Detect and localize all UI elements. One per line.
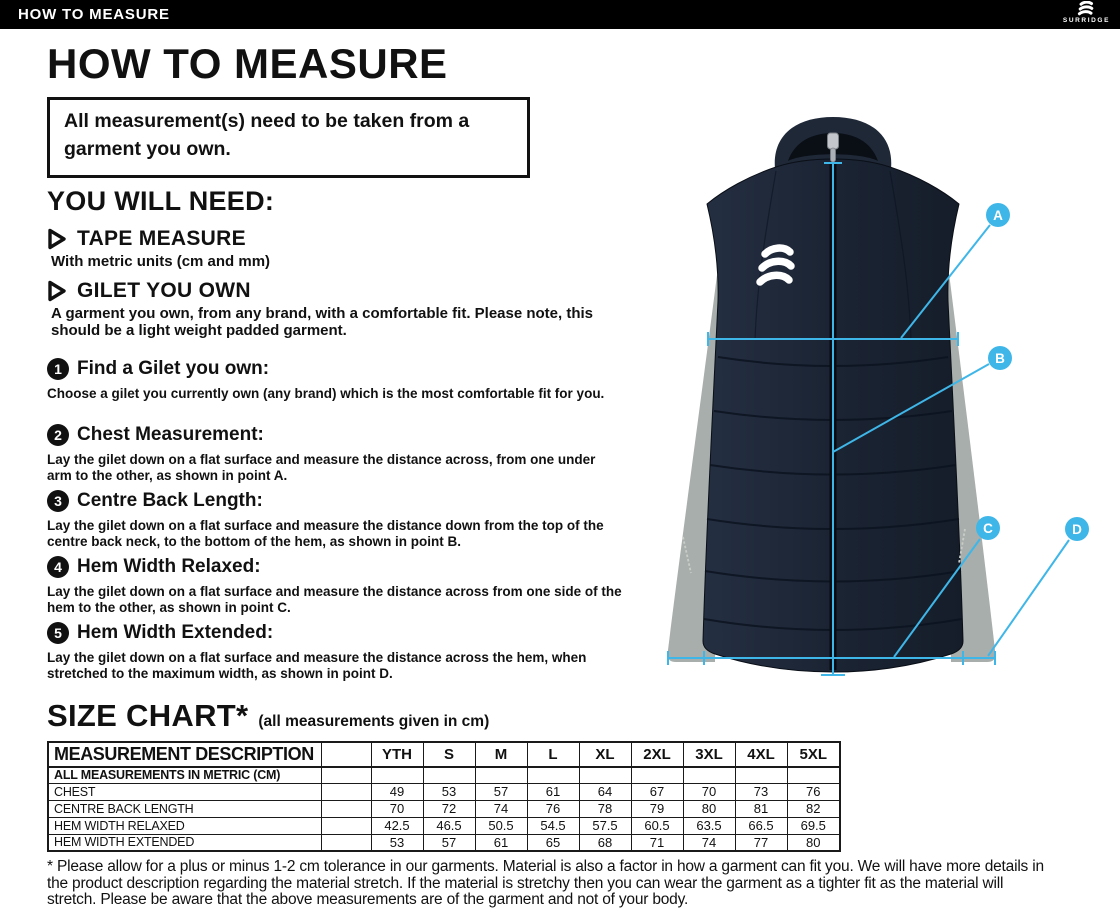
row-label: CHEST xyxy=(48,783,321,800)
step-3 xyxy=(47,490,622,550)
step-5 xyxy=(47,622,622,682)
step-description: Choose a gilet you currently own (any brand) which is the most comfortable fit for you. xyxy=(47,386,605,401)
row-label: CENTRE BACK LENGTH xyxy=(48,800,321,817)
step-title: Hem Width Extended: xyxy=(77,622,274,643)
cell-value: 68 xyxy=(579,834,631,851)
cell-value: 57 xyxy=(423,834,475,851)
you-will-need-heading: YOU WILL NEED: xyxy=(47,186,275,216)
size-chart-title: SIZE CHART* xyxy=(47,698,249,733)
size-chart-heading-row xyxy=(47,698,489,734)
cell-value: 54.5 xyxy=(527,817,579,834)
cell-value: 66.5 xyxy=(735,817,787,834)
step-title: Centre Back Length: xyxy=(77,490,263,511)
cell-value: 73 xyxy=(735,783,787,800)
table-row xyxy=(48,834,840,851)
cell-value: 67 xyxy=(631,783,683,800)
need-item-tape-measure xyxy=(47,227,622,271)
cell-value: 72 xyxy=(423,800,475,817)
cell-value: 64 xyxy=(579,783,631,800)
cell-value: 50.5 xyxy=(475,817,527,834)
need-item-title: GILET YOU OWN xyxy=(77,279,251,302)
cell-value: 69.5 xyxy=(787,817,840,834)
triangle-bullet-icon xyxy=(47,228,67,250)
svg-text:A: A xyxy=(993,208,1003,223)
cell-value: 78 xyxy=(579,800,631,817)
column-header: 3XL xyxy=(683,742,735,767)
column-header: MEASUREMENT DESCRIPTION xyxy=(48,742,321,767)
cell-value: 70 xyxy=(683,783,735,800)
cell-value: 61 xyxy=(475,834,527,851)
cell-value: 49 xyxy=(371,783,423,800)
column-header xyxy=(321,742,371,767)
cell-value: 65 xyxy=(527,834,579,851)
cell-value: 42.5 xyxy=(371,817,423,834)
step-number-badge: 4 xyxy=(47,556,69,578)
step-4 xyxy=(47,556,622,616)
need-item-description: With metric units (cm and mm) xyxy=(51,253,271,270)
need-item-description: A garment you own, from any brand, with a comfortable fit. Please note, this should be a light weight padded garment. xyxy=(51,305,594,339)
zip-pull-icon xyxy=(828,133,839,149)
cell-value: 61 xyxy=(527,783,579,800)
column-header: 5XL xyxy=(787,742,840,767)
cell-value: 46.5 xyxy=(423,817,475,834)
need-item-title: TAPE MEASURE xyxy=(77,227,246,250)
cell-value: 60.5 xyxy=(631,817,683,834)
cell-value: 70 xyxy=(371,800,423,817)
metric-note: ALL MEASUREMENTS IN METRIC (CM) xyxy=(48,767,321,783)
table-row xyxy=(48,817,840,834)
column-header: L xyxy=(527,742,579,767)
svg-text:B: B xyxy=(995,351,1005,366)
cell-value: 74 xyxy=(475,800,527,817)
surridge-logo xyxy=(1063,1,1110,25)
surridge-s-icon xyxy=(1074,1,1098,17)
table-row xyxy=(48,800,840,817)
callout-d xyxy=(1065,517,1089,541)
triangle-bullet-icon xyxy=(47,280,67,302)
table-metric-row xyxy=(48,767,840,783)
size-chart-table xyxy=(47,741,841,852)
surridge-wordmark: SURRIDGE xyxy=(1062,17,1110,24)
step-description: Lay the gilet down on a flat surface and measure the distance down from the top of the centre back neck, to the bottom of the hem, as shown in point B. xyxy=(47,518,604,549)
cell-value: 81 xyxy=(735,800,787,817)
step-description: Lay the gilet down on a flat surface and measure the distance across from one side of the hem to the other, as shown in point C. xyxy=(47,584,622,615)
cell-value: 53 xyxy=(371,834,423,851)
cell-value: 79 xyxy=(631,800,683,817)
column-header: M xyxy=(475,742,527,767)
column-header: 4XL xyxy=(735,742,787,767)
cell-value: 76 xyxy=(527,800,579,817)
cell-value: 53 xyxy=(423,783,475,800)
size-chart-footnote: * Please allow for a plus or minus 1-2 cm tolerance in our garments. Material is also a factor in how a garment can fit you. We will have more details in the product description regarding the material stretch. If the material is stretchy then you can wear the garment as a tighter fit as the material will stretch. Please be aware that the above measurements are of the garment and not of your body. xyxy=(47,858,1044,909)
need-item-gilet xyxy=(47,279,622,340)
step-description: Lay the gilet down on a flat surface and measure the distance across the hem, when stretched to the maximum width, as shown in point D. xyxy=(47,650,587,681)
column-header: XL xyxy=(579,742,631,767)
step-number-badge: 2 xyxy=(47,424,69,446)
cell-value: 74 xyxy=(683,834,735,851)
callout-a xyxy=(986,203,1010,227)
step-number-badge: 1 xyxy=(47,358,69,380)
column-header: YTH xyxy=(371,742,423,767)
cell-value: 71 xyxy=(631,834,683,851)
svg-text:D: D xyxy=(1072,522,1082,537)
cell-value: 82 xyxy=(787,800,840,817)
column-header: 2XL xyxy=(631,742,683,767)
step-number-badge: 5 xyxy=(47,622,69,644)
column-header: S xyxy=(423,742,475,767)
page-title: HOW TO MEASURE xyxy=(47,40,448,87)
cell-value: 80 xyxy=(787,834,840,851)
svg-text:C: C xyxy=(983,521,993,536)
cell-value: 76 xyxy=(787,783,840,800)
table-row xyxy=(48,783,840,800)
cell-value: 57.5 xyxy=(579,817,631,834)
cell-value: 63.5 xyxy=(683,817,735,834)
cell-value: 57 xyxy=(475,783,527,800)
callout-c xyxy=(976,516,1000,540)
row-label: HEM WIDTH EXTENDED xyxy=(48,834,321,851)
size-chart-subtitle: (all measurements given in cm) xyxy=(258,713,490,730)
cell-value: 80 xyxy=(683,800,735,817)
step-1 xyxy=(47,358,622,402)
row-label: HEM WIDTH RELAXED xyxy=(48,817,321,834)
step-title: Find a Gilet you own: xyxy=(77,358,270,379)
callout-b xyxy=(988,346,1012,370)
cell-value: 77 xyxy=(735,834,787,851)
gilet-diagram xyxy=(625,105,1115,705)
table-header-row xyxy=(48,742,840,767)
top-bar xyxy=(0,0,1120,29)
step-2 xyxy=(47,424,622,484)
step-title: Hem Width Relaxed: xyxy=(77,556,261,577)
note-box: All measurement(s) need to be taken from a garment you own. xyxy=(47,97,530,178)
step-number-badge: 3 xyxy=(47,490,69,512)
step-description: Lay the gilet down on a flat surface and measure the distance across, from one under arm to the other, as shown in point A. xyxy=(47,452,596,483)
step-title: Chest Measurement: xyxy=(77,424,264,445)
top-bar-title: HOW TO MEASURE xyxy=(18,6,170,23)
